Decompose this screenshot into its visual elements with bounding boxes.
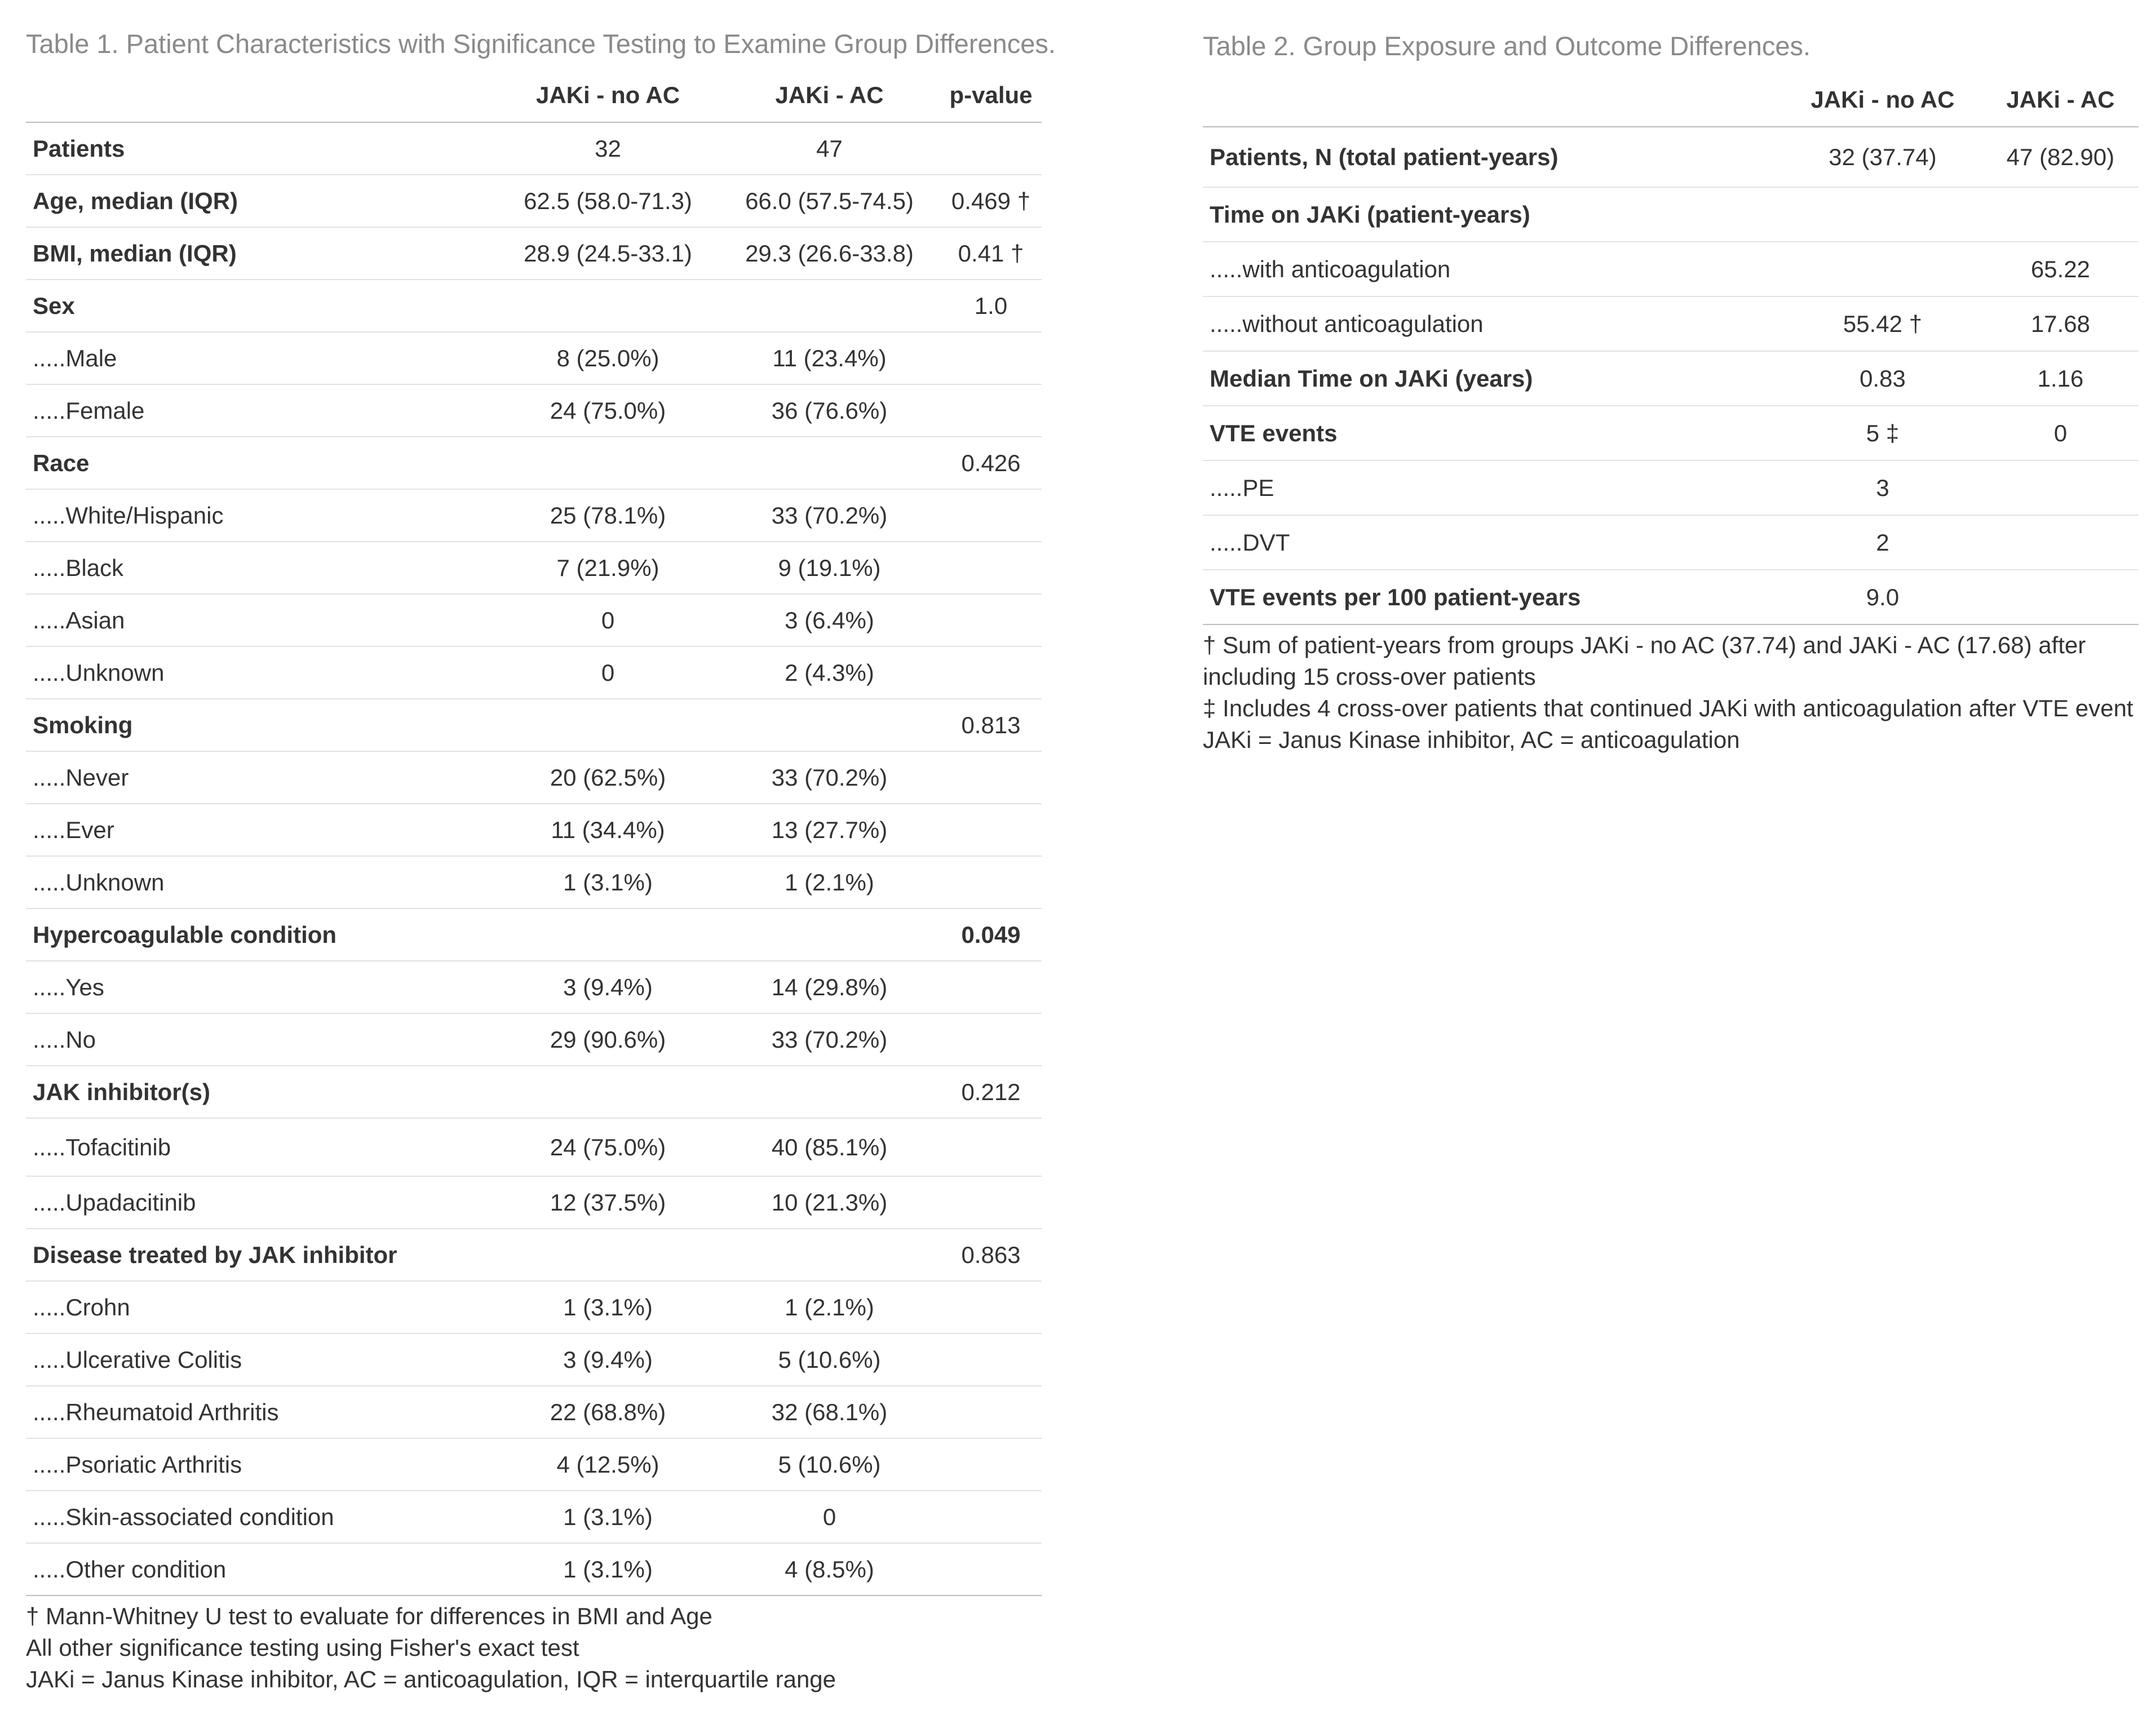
row-label: Time on JAKi (patient-years) [1203, 187, 1783, 242]
row-label: JAK inhibitor(s) [26, 1066, 497, 1118]
cell-no-ac: 1 (3.1%) [497, 1543, 719, 1596]
cell-no-ac: 32 (37.74) [1783, 127, 1982, 187]
table-row [26, 1066, 1042, 1118]
cell-no-ac: 1 (3.1%) [497, 856, 719, 908]
table-row [26, 175, 1042, 227]
footnote: † Sum of patient-years from groups JAKi - no AC (37.74) and JAKi - AC (17.68) after including 15 cross-over patients [1203, 632, 2086, 690]
cell-no-ac: 2 [1783, 515, 1982, 570]
cell-p-value [940, 489, 1042, 542]
cell-ac: 10 (21.3%) [719, 1176, 940, 1229]
row-label: .....Psoriatic Arthritis [26, 1438, 497, 1491]
footnote: JAKi = Janus Kinase inhibitor, AC = anticoagulation [1203, 726, 1740, 753]
cell-p-value [940, 594, 1042, 646]
cell-ac: 3 (6.4%) [719, 594, 940, 646]
table-row [26, 1543, 1042, 1596]
cell-no-ac: 0 [497, 594, 719, 646]
cell-p-value [940, 1013, 1042, 1066]
footnote: JAKi = Janus Kinase inhibitor, AC = anticoagulation, IQR = interquartile range [26, 1666, 836, 1692]
cell-no-ac [497, 1229, 719, 1281]
cell-ac: 11 (23.4%) [719, 332, 940, 384]
cell-p-value: 1.0 [940, 280, 1042, 332]
row-label: Patients [26, 122, 497, 175]
row-label: .....PE [1203, 460, 1783, 515]
cell-p-value [940, 1438, 1042, 1491]
cell-ac: 1 (2.1%) [719, 856, 940, 908]
cell-p-value [940, 332, 1042, 384]
cell-no-ac [497, 1066, 719, 1118]
cell-ac [1982, 187, 2139, 242]
cell-no-ac [1783, 187, 1982, 242]
cell-p-value [940, 122, 1042, 175]
row-label: BMI, median (IQR) [26, 227, 497, 280]
cell-ac [1982, 460, 2139, 515]
cell-ac [719, 1229, 940, 1281]
cell-ac: 65.22 [1982, 242, 2139, 296]
row-label: VTE events per 100 patient-years [1203, 570, 1783, 624]
cell-ac [719, 908, 940, 961]
row-label: .....Ulcerative Colitis [26, 1333, 497, 1386]
cell-p-value: 0.863 [940, 1229, 1042, 1281]
cell-no-ac [497, 437, 719, 489]
table-row [26, 594, 1042, 646]
cell-ac: 36 (76.6%) [719, 384, 940, 437]
row-label: VTE events [1203, 406, 1783, 460]
cell-ac: 14 (29.8%) [719, 961, 940, 1013]
table-row [26, 1386, 1042, 1438]
row-label: Disease treated by JAK inhibitor [26, 1229, 497, 1281]
cell-p-value [940, 542, 1042, 594]
table2-panel [1203, 0, 2139, 756]
table-row [26, 699, 1042, 751]
cell-ac [719, 280, 940, 332]
table-row [1203, 406, 2139, 460]
cell-ac: 66.0 (57.5-74.5) [719, 175, 940, 227]
table-row [1203, 127, 2139, 187]
footnote: ‡ Includes 4 cross-over patients that continued JAKi with anticoagulation after VTE event [1203, 695, 2133, 721]
table-row [1203, 570, 2139, 624]
cell-no-ac [497, 280, 719, 332]
row-label: .....Crohn [26, 1281, 497, 1333]
cell-ac: 40 (85.1%) [719, 1118, 940, 1176]
table2-header-label [1203, 73, 1783, 127]
cell-ac: 9 (19.1%) [719, 542, 940, 594]
table-row [26, 227, 1042, 280]
cell-no-ac: 4 (12.5%) [497, 1438, 719, 1491]
cell-p-value [940, 751, 1042, 804]
table-row [26, 908, 1042, 961]
table-row [26, 1491, 1042, 1543]
cell-ac: 0 [719, 1491, 940, 1543]
table-row [1203, 296, 2139, 351]
cell-p-value: 0.049 [940, 908, 1042, 961]
cell-p-value [940, 961, 1042, 1013]
table-row [26, 1333, 1042, 1386]
cell-ac: 47 (82.90) [1982, 127, 2139, 187]
cell-no-ac: 29 (90.6%) [497, 1013, 719, 1066]
cell-p-value: 0.813 [940, 699, 1042, 751]
table1-panel [26, 0, 1056, 1695]
cell-ac: 29.3 (26.6-33.8) [719, 227, 940, 280]
cell-p-value: 0.426 [940, 437, 1042, 489]
table-row [26, 1118, 1042, 1176]
row-label: .....Unknown [26, 646, 497, 699]
table-row [26, 489, 1042, 542]
cell-ac: 47 [719, 122, 940, 175]
cell-ac [1982, 570, 2139, 624]
table-row [26, 751, 1042, 804]
cell-ac: 17.68 [1982, 296, 2139, 351]
cell-p-value [940, 1176, 1042, 1229]
footnote: All other significance testing using Fisher's exact test [26, 1634, 579, 1661]
table-row [26, 1013, 1042, 1066]
cell-ac: 4 (8.5%) [719, 1543, 940, 1596]
table-row [1203, 187, 2139, 242]
cell-no-ac: 55.42 † [1783, 296, 1982, 351]
table-row [26, 1229, 1042, 1281]
table1-header-p-value: p-value [940, 68, 1042, 122]
cell-no-ac: 24 (75.0%) [497, 1118, 719, 1176]
row-label: .....Yes [26, 961, 497, 1013]
row-label: Median Time on JAKi (years) [1203, 351, 1783, 406]
cell-ac: 1.16 [1982, 351, 2139, 406]
table-row [26, 122, 1042, 175]
cell-ac: 1 (2.1%) [719, 1281, 940, 1333]
cell-ac: 32 (68.1%) [719, 1386, 940, 1438]
cell-p-value: 0.212 [940, 1066, 1042, 1118]
table1-header-label [26, 68, 497, 122]
cell-no-ac [1783, 242, 1982, 296]
cell-p-value [940, 1118, 1042, 1176]
row-label: .....Other condition [26, 1543, 497, 1596]
cell-p-value [940, 804, 1042, 856]
table-row [26, 542, 1042, 594]
cell-no-ac: 0 [497, 646, 719, 699]
table1-header-no-ac: JAKi - no AC [497, 68, 719, 122]
table1 [26, 68, 1042, 1596]
table-row [1203, 351, 2139, 406]
table-row [26, 804, 1042, 856]
cell-ac: 5 (10.6%) [719, 1333, 940, 1386]
cell-p-value [940, 1281, 1042, 1333]
cell-ac [719, 1066, 940, 1118]
row-label: .....White/Hispanic [26, 489, 497, 542]
table1-caption: Table 1. Patient Characteristics with Significance Testing to Examine Group Differences. [26, 29, 1056, 59]
row-label: .....Tofacitinib [26, 1118, 497, 1176]
cell-ac: 33 (70.2%) [719, 751, 940, 804]
cell-no-ac: 9.0 [1783, 570, 1982, 624]
table2-header-ac: JAKi - AC [1982, 73, 2139, 127]
cell-p-value [940, 646, 1042, 699]
cell-ac: 0 [1982, 406, 2139, 460]
row-label: Patients, N (total patient-years) [1203, 127, 1783, 187]
row-label: .....No [26, 1013, 497, 1066]
cell-ac: 5 (10.6%) [719, 1438, 940, 1491]
cell-p-value: 0.41 † [940, 227, 1042, 280]
table-row [1203, 515, 2139, 570]
cell-no-ac: 22 (68.8%) [497, 1386, 719, 1438]
cell-ac: 2 (4.3%) [719, 646, 940, 699]
cell-ac [719, 699, 940, 751]
table-row [1203, 242, 2139, 296]
table2 [1203, 73, 2139, 625]
cell-no-ac: 5 ‡ [1783, 406, 1982, 460]
cell-p-value [940, 384, 1042, 437]
table-row [26, 1281, 1042, 1333]
table-row [26, 856, 1042, 908]
cell-no-ac: 3 (9.4%) [497, 961, 719, 1013]
cell-no-ac: 7 (21.9%) [497, 542, 719, 594]
table-row [26, 280, 1042, 332]
cell-no-ac: 8 (25.0%) [497, 332, 719, 384]
row-label: .....Female [26, 384, 497, 437]
row-label: .....Skin-associated condition [26, 1491, 497, 1543]
footnote: † Mann-Whitney U test to evaluate for differences in BMI and Age [26, 1603, 712, 1629]
table-row [26, 437, 1042, 489]
cell-p-value [940, 856, 1042, 908]
row-label: Smoking [26, 699, 497, 751]
table1-header-ac: JAKi - AC [719, 68, 940, 122]
row-label: .....Rheumatoid Arthritis [26, 1386, 497, 1438]
table-row [26, 1438, 1042, 1491]
row-label: .....Male [26, 332, 497, 384]
cell-ac [1982, 515, 2139, 570]
table-row [26, 332, 1042, 384]
cell-ac: 13 (27.7%) [719, 804, 940, 856]
row-label: .....without anticoagulation [1203, 296, 1783, 351]
table-row [26, 384, 1042, 437]
cell-no-ac: 1 (3.1%) [497, 1491, 719, 1543]
row-label: .....Black [26, 542, 497, 594]
cell-no-ac [497, 908, 719, 961]
cell-p-value: 0.469 † [940, 175, 1042, 227]
row-label: Race [26, 437, 497, 489]
cell-p-value [940, 1333, 1042, 1386]
cell-no-ac [497, 699, 719, 751]
cell-ac [719, 437, 940, 489]
table2-footnotes [1203, 630, 2139, 756]
row-label: .....Never [26, 751, 497, 804]
table2-caption: Table 2. Group Exposure and Outcome Differences. [1203, 31, 1811, 61]
cell-no-ac: 11 (34.4%) [497, 804, 719, 856]
cell-p-value [940, 1386, 1042, 1438]
table2-header-row [1203, 73, 2139, 127]
cell-no-ac: 24 (75.0%) [497, 384, 719, 437]
cell-p-value [940, 1491, 1042, 1543]
row-label: Age, median (IQR) [26, 175, 497, 227]
cell-no-ac: 1 (3.1%) [497, 1281, 719, 1333]
row-label: .....Ever [26, 804, 497, 856]
row-label: Sex [26, 280, 497, 332]
cell-no-ac: 28.9 (24.5-33.1) [497, 227, 719, 280]
row-label: .....Unknown [26, 856, 497, 908]
row-label: .....DVT [1203, 515, 1783, 570]
cell-no-ac: 32 [497, 122, 719, 175]
cell-no-ac: 0.83 [1783, 351, 1982, 406]
row-label: .....Asian [26, 594, 497, 646]
table-row [26, 1176, 1042, 1229]
cell-no-ac: 20 (62.5%) [497, 751, 719, 804]
row-label: .....with anticoagulation [1203, 242, 1783, 296]
cell-no-ac: 3 [1783, 460, 1982, 515]
table-row [26, 961, 1042, 1013]
row-label: Hypercoagulable condition [26, 908, 497, 961]
cell-ac: 33 (70.2%) [719, 1013, 940, 1066]
cell-p-value [940, 1543, 1042, 1596]
cell-no-ac: 12 (37.5%) [497, 1176, 719, 1229]
cell-no-ac: 25 (78.1%) [497, 489, 719, 542]
cell-no-ac: 62.5 (58.0-71.3) [497, 175, 719, 227]
table2-header-no-ac: JAKi - no AC [1783, 73, 1982, 127]
table1-footnotes [26, 1601, 1042, 1695]
cell-ac: 33 (70.2%) [719, 489, 940, 542]
cell-no-ac: 3 (9.4%) [497, 1333, 719, 1386]
table-row [26, 646, 1042, 699]
table1-header-row [26, 68, 1042, 122]
row-label: .....Upadacitinib [26, 1176, 497, 1229]
table-row [1203, 460, 2139, 515]
